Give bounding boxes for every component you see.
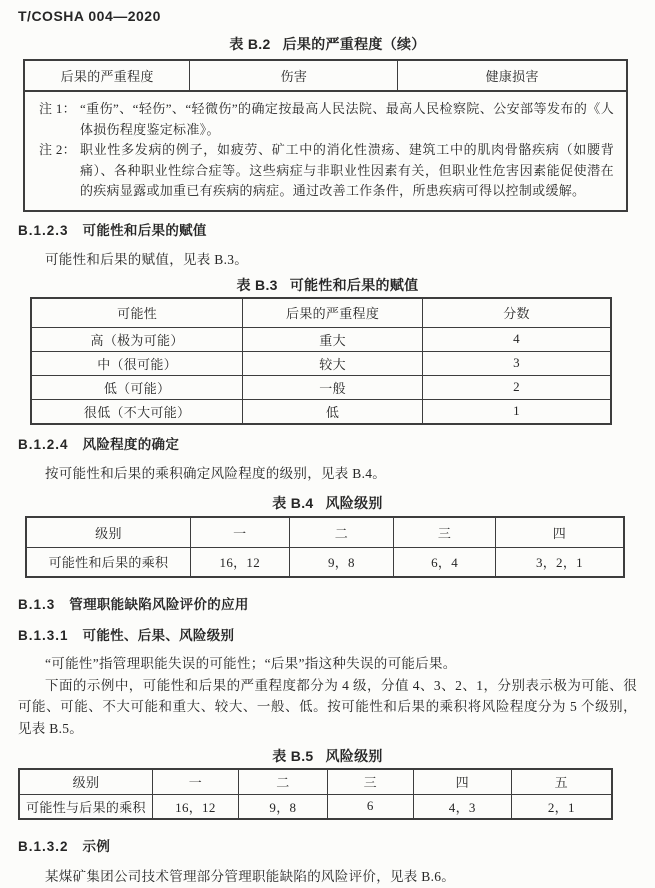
table-b4-title <box>18 493 637 513</box>
table-cell: 3 <box>422 351 611 375</box>
heading-title: 可能性、后果、风险级别 <box>82 628 235 643</box>
table-row-label: 可能性与后果的乘积 <box>19 794 152 819</box>
table-cell: 9，8 <box>289 547 394 577</box>
table-cell: 低（可能） <box>31 375 243 399</box>
table-b2-header-row <box>24 60 627 91</box>
heading-title: 风险程度的确定 <box>82 436 180 452</box>
table-cell: 2，1 <box>511 794 612 819</box>
doc-number: T/COSHA 004—2020 <box>18 8 161 24</box>
table-b5-header-cell: 三 <box>327 769 413 794</box>
table-b3-title-text: 可能性和后果的赋值 <box>289 277 419 293</box>
table-cell: 2 <box>422 375 611 399</box>
note-2-label: 注 2： <box>39 142 76 157</box>
table-row-label: 可能性和后果的乘积 <box>26 547 190 577</box>
table-b4 <box>25 516 625 578</box>
heading-number: B.1.2.4 <box>18 436 69 452</box>
section-heading-b1-3 <box>18 595 637 615</box>
table-cell: 4 <box>422 327 611 351</box>
table-cell: 3，2，1 <box>495 547 624 577</box>
table-cell: 9，8 <box>238 794 327 819</box>
table-b3-header-cell: 可能性 <box>31 298 243 327</box>
table-cell: 6 <box>327 794 413 819</box>
table-b2-notes-row <box>24 91 627 211</box>
section-heading-b1-2-3 <box>18 221 637 241</box>
heading-title: 示例 <box>82 839 111 854</box>
table-row <box>31 327 611 351</box>
table-row <box>31 399 611 424</box>
table-b5-title-label: 表 B.5 <box>272 748 314 764</box>
paragraph-b1-3-2: 某煤矿集团公司技术管理部分管理职能缺陷的风险评价，见表 B.6。 <box>45 869 456 884</box>
table-b2-header-cell: 后果的严重程度 <box>24 60 190 91</box>
heading-number: B.1.3 <box>18 597 56 612</box>
table-b5-header-cell: 四 <box>413 769 511 794</box>
table-b5-header-cell: 五 <box>511 769 612 794</box>
table-row <box>19 794 612 819</box>
table-cell: 中（很可能） <box>31 351 243 375</box>
table-row <box>31 351 611 375</box>
table-cell: 一般 <box>243 375 423 399</box>
table-b2-title-text: 后果的严重程度（续） <box>282 36 426 52</box>
table-b4-header-cell: 三 <box>394 517 496 547</box>
table-cell: 1 <box>422 399 611 424</box>
heading-number: B.1.2.3 <box>18 222 69 238</box>
table-cell: 16，12 <box>152 794 238 819</box>
table-b4-header-row <box>26 517 624 547</box>
section-heading-b1-3-1 <box>18 626 637 646</box>
table-b5-header-cell: 一 <box>152 769 238 794</box>
table-row <box>31 375 611 399</box>
table-cell: 高（极为可能） <box>31 327 243 351</box>
table-b3-header-cell: 后果的严重程度 <box>243 298 423 327</box>
paragraph-b1-3-1-a: “可能性”指管理职能失误的可能性；“后果”指这种失误的可能后果。 <box>45 656 457 671</box>
table-b2-header-cell: 健康损害 <box>398 60 627 91</box>
note-1-label: 注 1： <box>39 101 76 116</box>
table-b3-header-row <box>31 298 611 327</box>
table-b4-header-cell: 级别 <box>26 517 190 547</box>
table-cell: 低 <box>243 399 423 424</box>
section-heading-b1-2-4 <box>18 435 637 455</box>
table-b4-header-cell: 一 <box>190 517 289 547</box>
table-b3-title-label: 表 B.3 <box>236 277 278 293</box>
paragraph-b1-2-3: 可能性和后果的赋值，见表 B.3。 <box>45 251 249 267</box>
table-b5-title <box>18 746 637 766</box>
table-cell: 重大 <box>243 327 423 351</box>
heading-number: B.1.3.1 <box>18 628 69 643</box>
table-b2-title <box>18 34 637 54</box>
table-b4-title-label: 表 B.4 <box>272 495 314 511</box>
table-b5 <box>18 768 613 820</box>
table-row <box>26 547 624 577</box>
table-b5-title-text: 风险级别 <box>325 748 383 764</box>
table-cell: 16，12 <box>190 547 289 577</box>
table-b2-notes-cell <box>24 91 627 211</box>
table-b5-header-cell: 级别 <box>19 769 152 794</box>
table-b3 <box>30 297 612 425</box>
table-b4-header-cell: 四 <box>495 517 624 547</box>
heading-title: 可能性和后果的赋值 <box>82 222 207 238</box>
table-cell: 较大 <box>243 351 423 375</box>
table-cell: 6，4 <box>394 547 496 577</box>
table-b5-header-cell: 二 <box>238 769 327 794</box>
table-b3-title <box>18 275 637 295</box>
table-b4-title-text: 风险级别 <box>325 495 383 511</box>
note-2-text: 职业性多发病的例子，如疲劳、矿工中的消化性溃疡、建筑工中的肌肉骨骼疾病（如腰背痛）、各种职业性综合症等。这些病症与非职业性因素有关，但职业性危害因素能促使潜在的疾病显露或加重已有疾病的病症。通过改善工作条件，所患疾病可得以控制或缓解。 <box>79 142 614 198</box>
note-2 <box>39 140 614 202</box>
table-b4-header-cell: 二 <box>289 517 394 547</box>
note-1 <box>39 99 614 140</box>
table-b2 <box>23 59 628 212</box>
heading-number: B.1.3.2 <box>18 839 69 854</box>
paragraph-b1-3-1-b: 下面的示例中，可能性和后果的严重程度都分为 4 级，分值 4、3、2、1，分别表示极为可能、很可能、可能、不大可能和重大、较大、一般、低。按可能性和后果的乘积将风险程度分为 5 个级别，见表 B.5。 <box>18 677 637 736</box>
table-b5-header-row <box>19 769 612 794</box>
note-1-text: “重伤”、“轻伤”、“轻微伤”的确定按最高人民法院、最高人民检察院、公安部等发布的《人体损伤程度鉴定标准》。 <box>79 101 614 137</box>
table-b3-header-cell: 分数 <box>422 298 611 327</box>
paragraph-b1-2-4: 按可能性和后果的乘积确定风险程度的级别，见表 B.4。 <box>45 465 387 481</box>
section-heading-b1-3-2 <box>18 837 637 857</box>
table-b2-title-label: 表 B.2 <box>229 36 271 52</box>
table-cell: 4，3 <box>413 794 511 819</box>
heading-title: 管理职能缺陷风险评价的应用 <box>69 597 249 612</box>
table-cell: 很低（不大可能） <box>31 399 243 424</box>
table-b2-header-cell: 伤害 <box>190 60 398 91</box>
